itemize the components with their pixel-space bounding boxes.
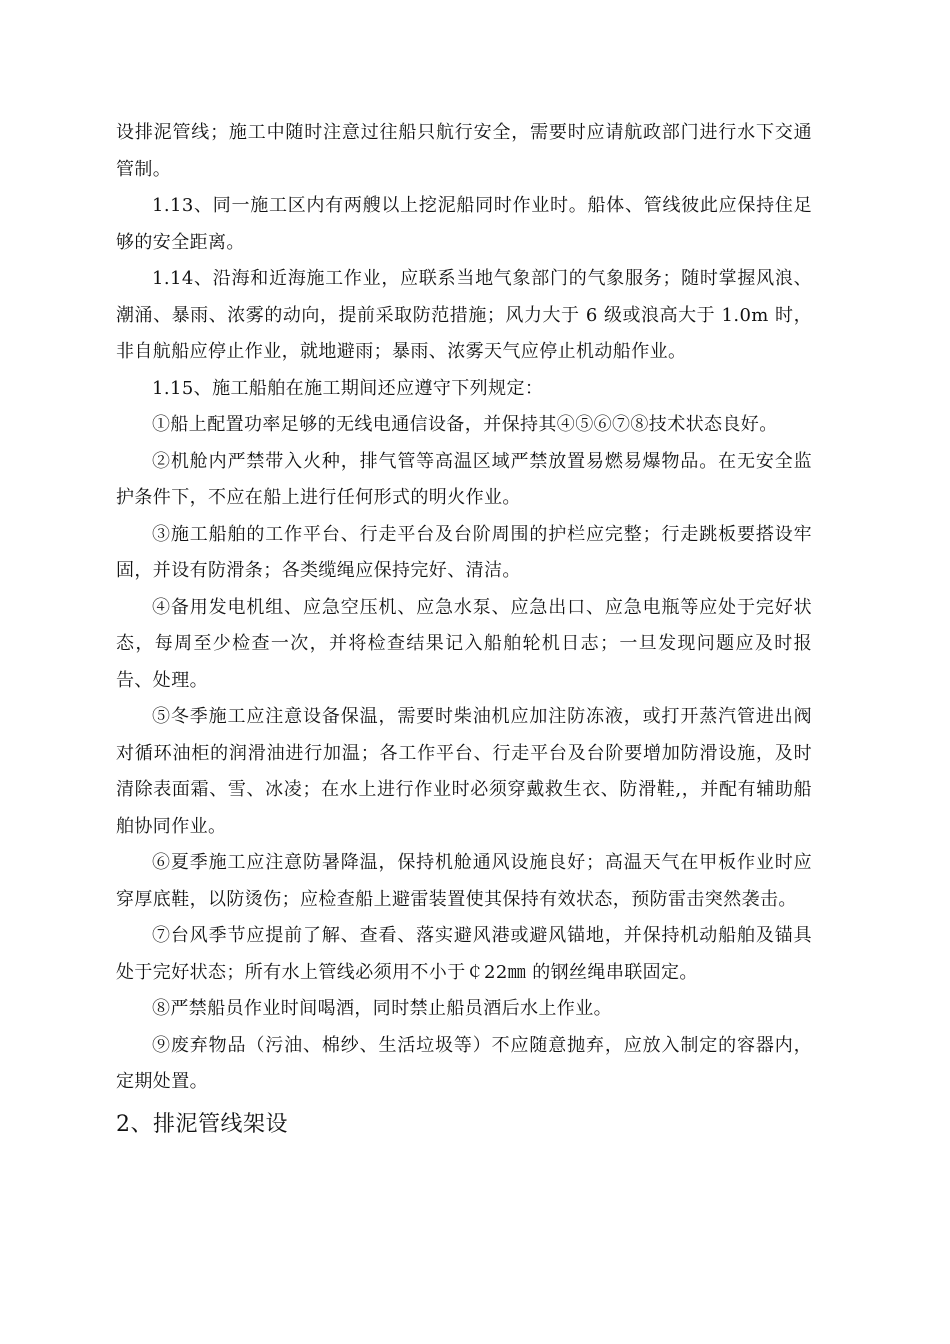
- paragraph-1-14: 1.14、沿海和近海施工作业，应联系当地气象部门的气象服务；随时掌握风浪、潮涌、暴雨、浓雾的动向，提前采取防范措施；风力大于 6 级或浪高大于 1.0m 时，非自航船应停止作业，就地避雨；暴雨、浓雾天气应停止机动船作业。: [116, 268, 812, 362]
- paragraph-continuation: 设排泥管线；施工中随时注意过往船只航行安全，需要时应请航政部门进行水下交通管制。: [116, 122, 812, 180]
- rule-item-5: ⑤冬季施工应注意设备保温，需要时柴油机应加注防冻液，或打开蒸汽管进出阀对循环油柜的润滑油进行加温；各工作平台、行走平台及台阶要增加防滑设施，及时清除表面霜、雪、冰凌；在水上进行作业时必须穿戴救生衣、防滑鞋,，并配有辅助船舶协同作业。: [116, 706, 812, 837]
- document-body: [116, 115, 812, 1143]
- rule-item-1: ①船上配置功率足够的无线电通信设备，并保持其④⑤⑥⑦⑧技术状态良好。: [152, 414, 778, 435]
- paragraph-1-13: 1.13、同一施工区内有两艘以上挖泥船同时作业时。船体、管线彼此应保持住足够的安全距离。: [116, 195, 812, 253]
- rule-item-6: ⑥夏季施工应注意防暑降温，保持机舱通风设施良好；高温天气在甲板作业时应穿厚底鞋，以防烫伤；应检查船上避雷装置使其保持有效状态，预防雷击突然袭击。: [116, 852, 812, 910]
- rule-item-4: ④备用发电机组、应急空压机、应急水泵、应急出口、应急电瓶等应处于完好状态，每周至少检查一次，并将检查结果记入船舶轮机日志；一旦发现问题应及时报告、处理。: [116, 596, 812, 691]
- rule-item-3: ③施工船舶的工作平台、行走平台及台阶周围的护栏应完整；行走跳板要搭设牢固，并设有防滑条；各类缆绳应保持完好、清洁。: [116, 523, 812, 581]
- section-heading: 2、排泥管线架设: [116, 1111, 288, 1137]
- rule-item-2: ②机舱内严禁带入火种，排气管等高温区域严禁放置易燃易爆物品。在无安全监护条件下，不应在船上进行任何形式的明火作业。: [116, 450, 812, 508]
- rule-item-9: ⑨废弃物品（污油、棉纱、生活垃圾等）不应随意抛弃，应放入制定的容器内，定期处置。: [116, 1034, 812, 1092]
- paragraph-1-15: 1.15、施工船舶在施工期间还应遵守下列规定：: [152, 377, 544, 399]
- rule-item-8: ⑧严禁船员作业时间喝酒，同时禁止船员酒后水上作业。: [152, 998, 612, 1019]
- rule-item-7: ⑦台风季节应提前了解、查看、落实避风港或避风锚地，并保持机动船舶及锚具处于完好状态；所有水上管线必须用不小于￠22㎜ 的钢丝绳串联固定。: [116, 925, 812, 983]
